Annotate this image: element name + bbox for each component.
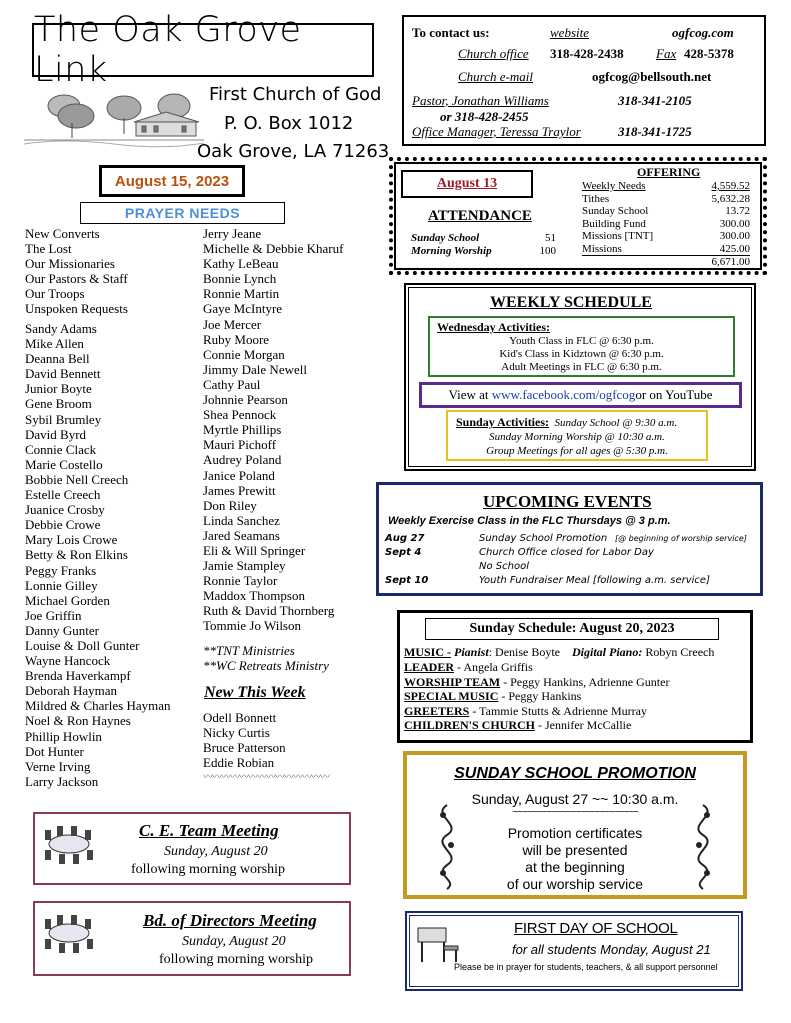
- prayer-name: Michael Gorden: [25, 592, 110, 608]
- schedule-row: [404, 689, 669, 704]
- prayer-name: Estelle Creech: [25, 487, 101, 503]
- prayer-name: Lonnie Gilley: [25, 577, 98, 593]
- prayer-name: Joe Mercer: [203, 316, 262, 332]
- event-row: [383, 575, 758, 589]
- offering-table: [582, 180, 750, 269]
- prayer-name: Jamie Stampley: [203, 558, 286, 574]
- office-label: Church office: [458, 46, 529, 61]
- promotion-line: Promotion certificates: [507, 825, 643, 841]
- left-flourish-icon: [423, 801, 471, 891]
- prayer-name: Ronnie Taylor: [203, 573, 278, 589]
- attendance-value: 100: [539, 245, 556, 257]
- view-prefix: View at: [448, 387, 489, 402]
- prayer-category: The Lost: [25, 241, 72, 257]
- weekly-schedule-heading: WEEKLY SCHEDULE: [490, 294, 652, 311]
- prayer-name: Kathy LeBeau: [203, 256, 279, 272]
- sunday-schedule-heading: Sunday Schedule: August 20, 2023: [425, 618, 719, 640]
- offering-label: Weekly Needs: [582, 180, 646, 192]
- newsletter-title-box: [32, 10, 374, 90]
- schedule-role: LEADER: [404, 660, 455, 674]
- prayer-category: New Converts: [25, 226, 100, 241]
- sunday-item: Sunday Morning Worship @ 10:30 a.m.: [489, 431, 665, 443]
- offering-label: Missions: [582, 242, 622, 255]
- pastor-phone: 318-341-2105: [618, 93, 692, 108]
- new-name: Eddie Robian: [203, 755, 275, 771]
- prayer-names-col2: [203, 226, 343, 634]
- email-value[interactable]: ogfcog@bellsouth.net: [592, 69, 712, 84]
- facebook-link[interactable]: www.facebook.com/ogfcog: [491, 387, 636, 402]
- prayer-name: Michelle & Debbie Kharuf: [203, 241, 344, 257]
- schedule-role: GREETERS: [404, 703, 470, 718]
- offering-row: [582, 180, 750, 193]
- schedule-row: [404, 675, 669, 690]
- prayer-name: Connie Clack: [25, 441, 97, 457]
- board-meeting-box: [33, 901, 351, 976]
- schedule-person: - Peggy Hankins: [498, 689, 582, 703]
- prayer-name: Gaye McIntyre: [203, 301, 283, 317]
- attendance-label: Sunday School: [411, 232, 480, 244]
- offering-row: [582, 243, 750, 257]
- manager-label: Office Manager, Teressa Traylor: [412, 124, 581, 139]
- sunday-activities-box: [446, 410, 708, 461]
- event-text: Church Office closed for Labor Day: [479, 547, 654, 558]
- music-label: MUSIC -: [404, 645, 451, 659]
- offering-label: Sunday School: [582, 205, 649, 217]
- city-line: Oak Grove, LA 71263: [197, 141, 390, 162]
- church-sketch-image: [24, 88, 204, 150]
- prayer-name: Tommie Jo Wilson: [203, 618, 301, 634]
- digital-piano-label: Digital Piano:: [572, 645, 643, 659]
- prayer-name: Ruby Moore: [203, 331, 270, 347]
- meeting-table-icon: [39, 913, 99, 957]
- schedule-person: - Peggy Hankins, Adrienne Gunter: [500, 674, 670, 689]
- attendance-row: [411, 232, 556, 245]
- fax-value: 428-5378: [684, 46, 734, 61]
- po-box: P. O. Box 1012: [224, 113, 354, 134]
- offering-value: 425.00: [719, 242, 750, 255]
- schedule-person: - Angela Griffis: [454, 660, 533, 674]
- wednesday-item: Youth Class in FLC @ 6:30 p.m.: [509, 335, 654, 347]
- prayer-name: Mary Lois Crowe: [25, 532, 118, 548]
- wednesday-item: Kid's Class in Kidztown @ 6:30 p.m.: [499, 348, 664, 360]
- offering-row: [582, 193, 750, 206]
- prayer-name: Sybil Brumley: [25, 411, 102, 427]
- promotion-box: [403, 751, 747, 899]
- prayer-name: Larry Jackson: [25, 773, 99, 789]
- meeting-title: Bd. of Directors Meeting: [143, 911, 317, 930]
- prayer-name: Audrey Poland: [203, 452, 282, 468]
- meeting-sub: following morning worship: [159, 952, 313, 967]
- promotion-when: Sunday, August 27 ~~ 10:30 a.m.: [471, 791, 679, 807]
- promotion-line: will be presented: [522, 842, 628, 858]
- schedule-row: [404, 718, 669, 733]
- prayer-name: Johnnie Pearson: [203, 392, 288, 408]
- prayer-category: Our Missionaries: [25, 256, 115, 272]
- prayer-category: Unspoken Requests: [25, 301, 128, 317]
- event-date: Sept 10: [385, 575, 429, 586]
- schedule-role: WORSHIP TEAM: [404, 674, 501, 689]
- schedule-row: [404, 704, 669, 719]
- offering-label: Tithes: [582, 192, 610, 205]
- prayer-name: Don Riley: [203, 497, 257, 513]
- prayer-name: Connie Morgan: [203, 346, 285, 362]
- prayer-name: Ruth & David Thornberg: [203, 603, 335, 619]
- sunday-item: Sunday School @ 9:30 a.m.: [554, 417, 678, 429]
- ministry-notes: [203, 643, 329, 673]
- prayer-name: Bonnie Lynch: [203, 271, 277, 287]
- offering-value: 300.00: [719, 230, 750, 242]
- offering-row: [582, 218, 750, 231]
- promotion-squiggle: ~~~~~~~~~~~~~~~~~~~~~~~~~~: [512, 807, 638, 818]
- new-name: Odell Bonnett: [203, 710, 277, 725]
- meeting-table-icon: [39, 824, 99, 868]
- prayer-name: Peggy Franks: [25, 562, 97, 578]
- schedule-role: CHILDREN'S CHURCH: [404, 718, 536, 732]
- ministry-note: **TNT Ministries: [203, 643, 295, 658]
- prayer-name: David Bennett: [25, 366, 101, 382]
- event-row: [383, 561, 758, 575]
- right-flourish-icon: [679, 801, 727, 891]
- pastor-label: Pastor, Jonathan Williams: [412, 93, 549, 108]
- prayer-name: Joe Griffin: [25, 607, 82, 623]
- attendance-date: August 13: [401, 170, 533, 198]
- fax-label: Fax: [656, 46, 677, 61]
- event-row: [383, 547, 758, 561]
- music-line: [404, 645, 714, 660]
- wednesday-activities-box: [428, 316, 735, 377]
- prayer-name: Junior Boyte: [25, 381, 92, 397]
- email-label: Church e-mail: [458, 69, 533, 84]
- prayer-name: Janice Poland: [203, 467, 275, 483]
- church-name: First Church of God: [209, 84, 382, 105]
- prayer-name: Louise & Doll Gunter: [25, 637, 140, 653]
- schedule-person: - Jennifer McCallie: [535, 718, 632, 732]
- prayer-name: Sandy Adams: [25, 321, 97, 336]
- event-text: Sunday School Promotion: [479, 533, 608, 544]
- view-suffix: or on YouTube: [635, 387, 713, 402]
- schedule-person: - Tammie Stutts & Adrienne Murray: [469, 703, 647, 718]
- first-day-box: [409, 915, 739, 987]
- contact-box: [402, 15, 766, 146]
- pastor-alt-phone: or 318-428-2455: [440, 109, 529, 124]
- prayer-name: Dot Hunter: [25, 743, 84, 759]
- prayer-category: Our Troops: [25, 286, 85, 302]
- prayer-name: Noel & Ron Haynes: [25, 713, 131, 729]
- promotion-line: of our worship service: [506, 876, 644, 892]
- sunday-schedule-rows: [404, 660, 669, 733]
- event-note: [@ beginning of worship service]: [615, 534, 747, 543]
- prayer-name: Mauri Pichoff: [203, 437, 277, 453]
- new-this-week-heading: New This Week: [204, 684, 306, 701]
- prayer-name: Juanice Crosby: [25, 502, 105, 518]
- contact-heading: To contact us:: [412, 25, 490, 40]
- prayer-name: Brenda Haverkampf: [25, 668, 131, 684]
- sunday-item: Group Meetings for all ages @ 5:30 p.m.: [486, 445, 668, 457]
- prayer-name: Eli & Will Springer: [203, 542, 306, 558]
- schedule-row: [404, 660, 669, 675]
- newsletter-title: The Oak Grove Link: [34, 10, 302, 90]
- event-date: Sept 4: [385, 547, 422, 558]
- pianist-label: Pianist: [454, 645, 489, 659]
- upcoming-subheading: Weekly Exercise Class in the FLC Thursdays @ 3 p.m.: [388, 515, 671, 527]
- manager-phone: 318-341-1725: [618, 124, 692, 139]
- offering-label: Missions [TNT]: [582, 230, 654, 242]
- first-day-heading: FIRST DAY OF SCHOOL: [514, 920, 678, 937]
- prayer-name: Jerry Jeane: [203, 226, 262, 241]
- prayer-name: Wayne Hancock: [25, 653, 111, 669]
- first-day-note: Please be in prayer for students, teachers, & all support personnel: [454, 962, 718, 972]
- prayer-general-list: [25, 226, 128, 317]
- ce-team-meeting-box: [33, 812, 351, 885]
- digital-piano-name: Robyn Creech: [642, 645, 715, 659]
- prayer-name: James Prewitt: [203, 482, 276, 498]
- attendance-heading: ATTENDANCE: [428, 208, 532, 224]
- event-date: Aug 27: [385, 533, 425, 544]
- prayer-category: Our Pastors & Staff: [25, 271, 128, 287]
- attendance-row: [411, 245, 556, 258]
- new-name: Nicky Curtis: [203, 725, 270, 741]
- prayer-name: Maddox Thompson: [203, 588, 305, 604]
- prayer-name: Gene Broom: [25, 396, 92, 412]
- prayer-name: Myrtle Phillips: [203, 422, 282, 438]
- prayer-name: Verne Irving: [25, 758, 91, 774]
- prayer-name: Mike Allen: [25, 336, 84, 352]
- prayer-name: Linda Sanchez: [203, 512, 280, 528]
- new-this-week-list: [203, 710, 286, 770]
- prayer-name: Cathy Paul: [203, 376, 261, 392]
- offering-value: 4,559.52: [711, 180, 750, 192]
- prayer-name: Debbie Crowe: [25, 517, 101, 533]
- attendance-table: [411, 232, 556, 258]
- upcoming-heading: UPCOMING EVENTS: [483, 492, 652, 511]
- offering-total: 6,671.00: [711, 256, 750, 268]
- prayer-name: Marie Costello: [25, 456, 103, 472]
- attendance-value: 51: [545, 232, 556, 244]
- offering-row: [582, 230, 750, 243]
- prayer-name: Phillip Howlin: [25, 728, 102, 744]
- prayer-name: Mildred & Charles Hayman: [25, 698, 171, 714]
- event-row: [383, 533, 758, 547]
- upcoming-events-box: [376, 482, 763, 596]
- promotion-heading: SUNDAY SCHOOL PROMOTION: [454, 765, 696, 782]
- prayer-name: Jared Seamans: [203, 527, 280, 543]
- offering-value: 300.00: [719, 217, 750, 230]
- attendance-label: Morning Worship: [411, 245, 492, 257]
- prayer-name: Deanna Bell: [25, 351, 90, 367]
- prayer-names-col1: [25, 321, 171, 789]
- offering-row: [582, 205, 750, 218]
- first-day-sub: for all students Monday, August 21: [512, 942, 711, 957]
- schedule-role: SPECIAL MUSIC: [404, 689, 499, 703]
- offering-label: Building Fund: [582, 217, 646, 230]
- office-phone: 318-428-2438: [550, 46, 624, 61]
- website-label[interactable]: website: [550, 25, 589, 40]
- wednesday-item: Adult Meetings in FLC @ 6:30 p.m.: [501, 361, 662, 373]
- prayer-name: David Byrd: [25, 426, 87, 442]
- offering-heading: OFFERING: [637, 165, 701, 179]
- meeting-date: Sunday, August 20: [164, 844, 268, 859]
- prayer-name: Bobbie Nell Creech: [25, 471, 129, 487]
- wednesday-heading: Wednesday Activities:: [437, 320, 550, 334]
- wavy-divider: 〰〰〰〰〰〰〰〰〰〰〰〰〰〰: [203, 772, 329, 783]
- prayer-name: Jimmy Dale Newell: [203, 361, 307, 377]
- new-name: Bruce Patterson: [203, 740, 286, 756]
- prayer-name: Betty & Ron Elkins: [25, 547, 128, 563]
- view-online-box: [419, 382, 742, 408]
- pianist-name: : Denise Boyte: [488, 645, 561, 659]
- website-value[interactable]: ogfcog.com: [672, 25, 734, 40]
- newsletter-date: August 15, 2023: [99, 165, 245, 197]
- prayer-name: Ronnie Martin: [203, 286, 280, 302]
- meeting-title: C. E. Team Meeting: [139, 821, 279, 840]
- offering-value: 5,632.28: [711, 192, 750, 205]
- prayer-needs-heading: PRAYER NEEDS: [80, 202, 285, 224]
- event-text: Youth Fundraiser Meal [following a.m. service]: [479, 575, 710, 586]
- meeting-sub: following morning worship: [131, 862, 285, 877]
- ministry-note: **WC Retreats Ministry: [203, 658, 329, 674]
- prayer-name: Shea Pennock: [203, 407, 277, 423]
- event-text: No School: [479, 561, 529, 572]
- promotion-line: at the beginning: [525, 859, 625, 875]
- sunday-activities-heading: Sunday Activities:: [456, 415, 550, 429]
- meeting-date: Sunday, August 20: [182, 934, 286, 949]
- prayer-name: Danny Gunter: [25, 622, 100, 638]
- prayer-name: Deborah Hayman: [25, 683, 118, 699]
- offering-value: 13.72: [725, 205, 750, 217]
